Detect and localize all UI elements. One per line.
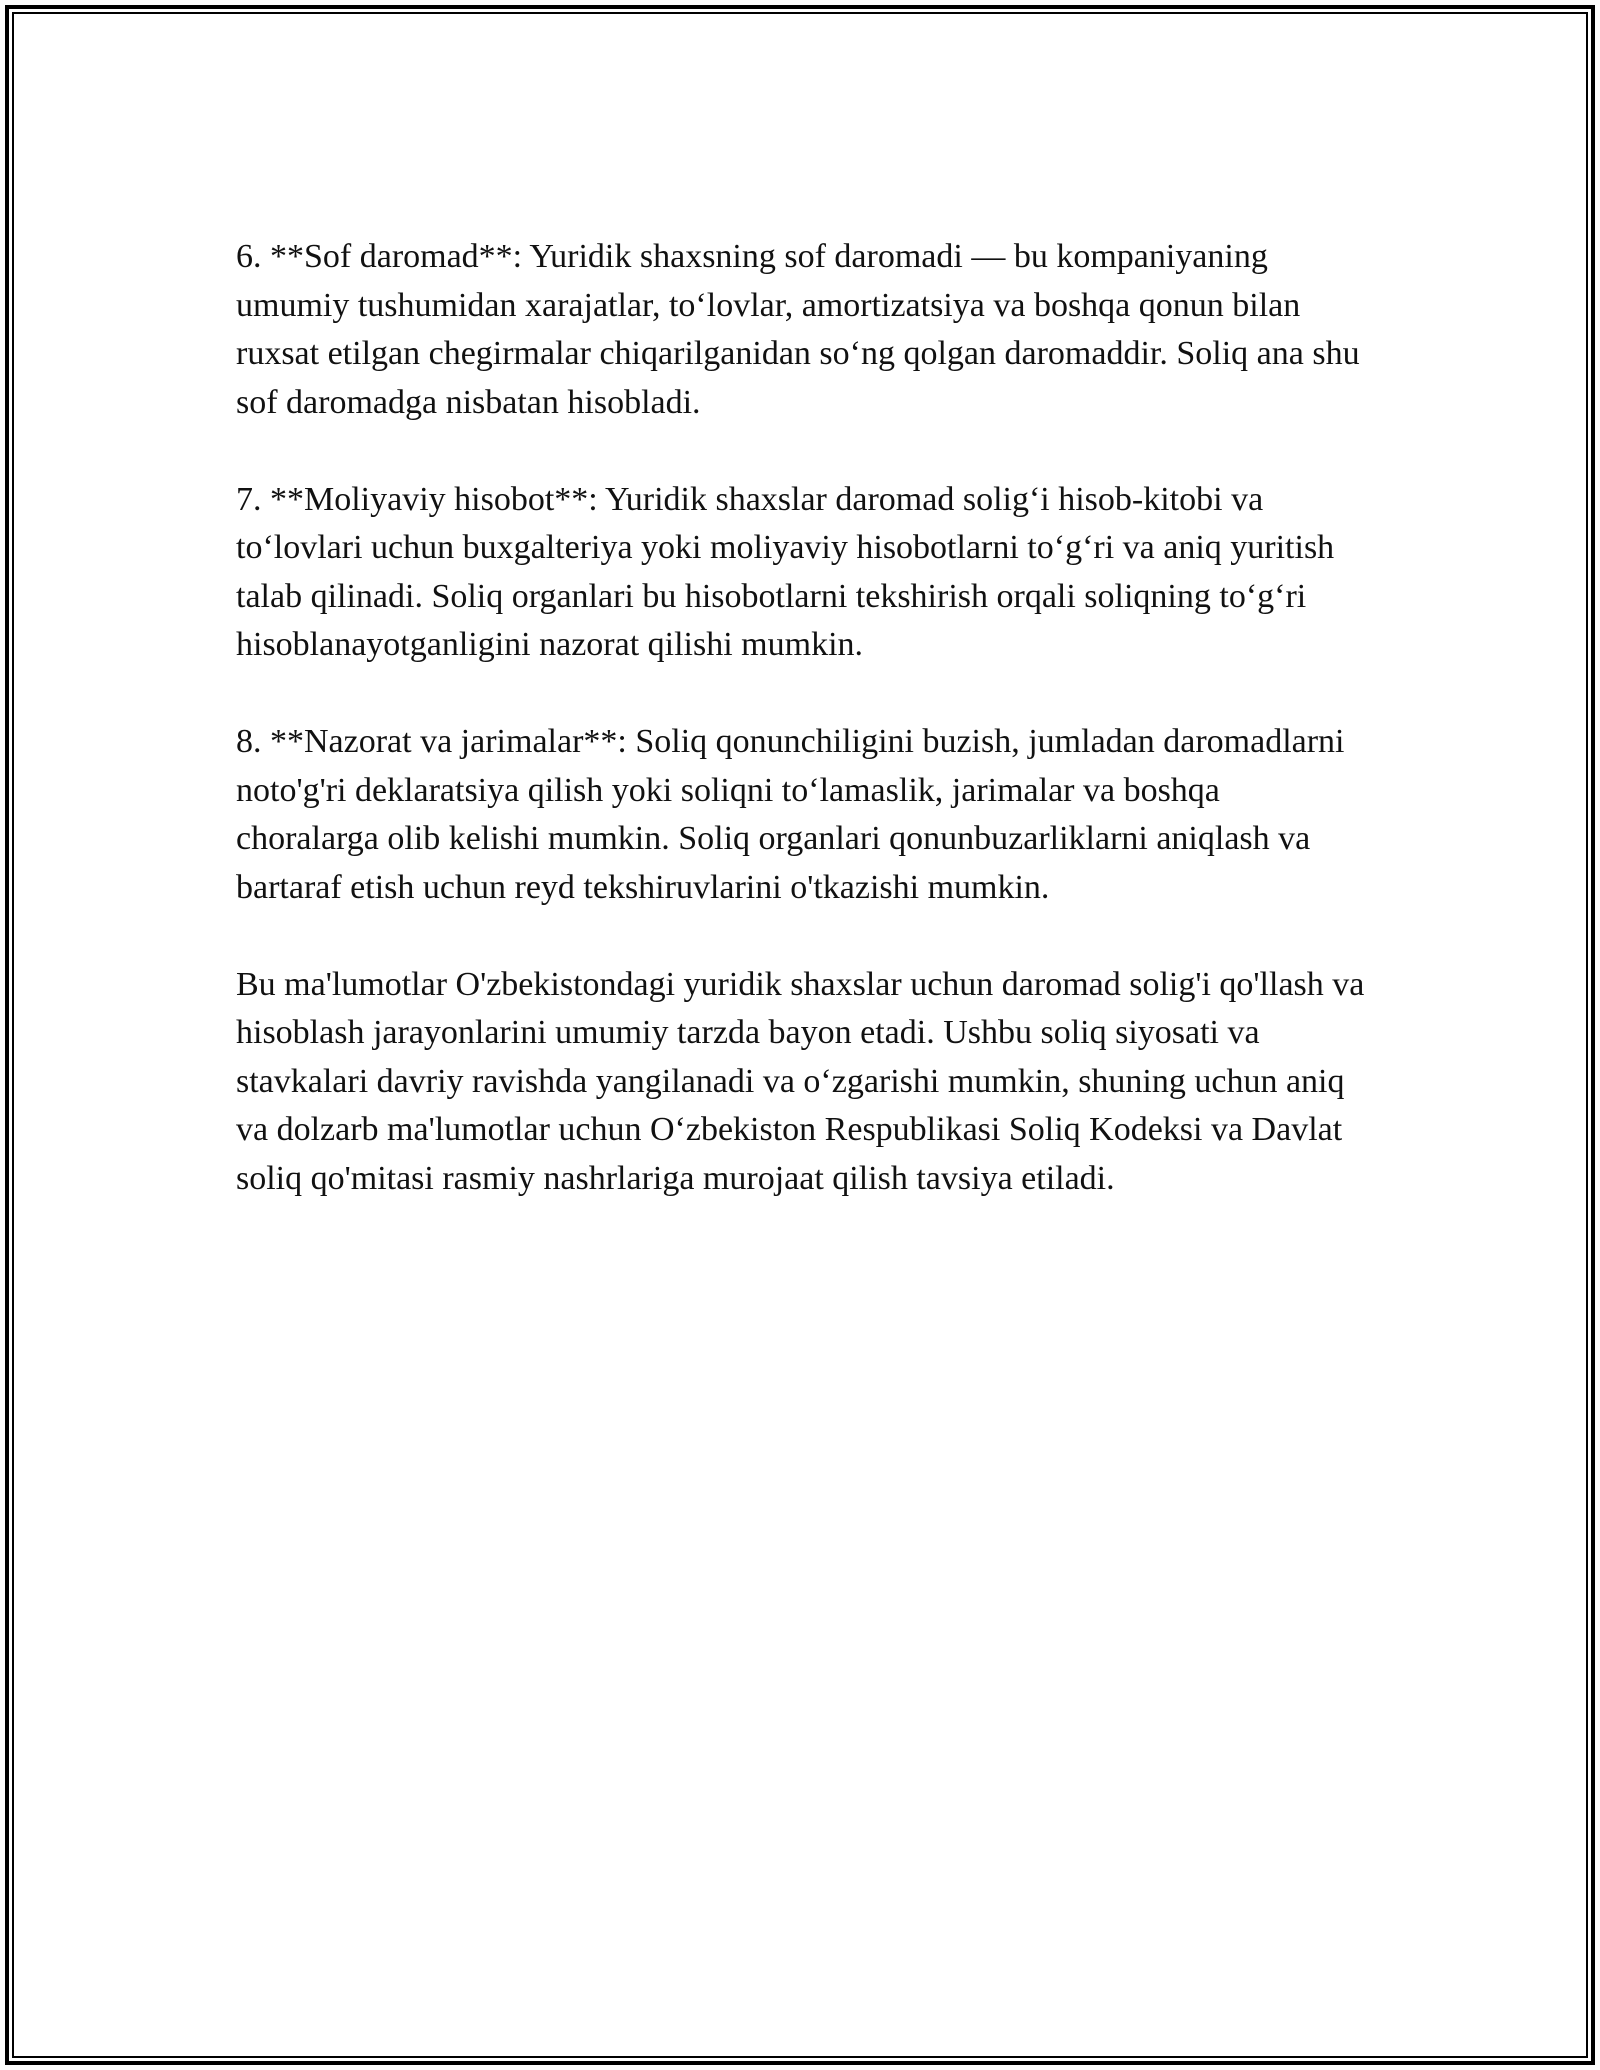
paragraph-sof-daromad: 6. **Sof daromad**: Yuridik shaxsning sof daromadi — bu kompaniyaning umumiy tushumidan xarajatlar, to‘lovlar, amortizatsiya va boshqa qonun bilan ruxsat etilgan chegirmalar chiqarilganidan so‘ng qolgan daromaddir. Soliq ana shu sof daromadga nisbatan hisobladi. [236, 238, 1360, 421]
paragraph-conclusion: Bu ma'lumotlar O'zbekistondagi yuridik shaxslar uchun daromad solig'i qo'llash va hisoblash jarayonlarini umumiy tarzda bayon etadi. Ushbu soliq siyosati va stavkalari davriy ravishda yangilanadi va o‘zgarishi mumkin, shuning uchun aniq va dolzarb ma'lumotlar uchun O‘zbekiston Respublikasi Soliq Kodeksi va Davlat soliq qo'mitasi rasmiy nashrlariga murojaat qilish tavsiya etiladi. [236, 965, 1365, 1197]
paragraph-moliyaviy-hisobot: 7. **Moliyaviy hisobot**: Yuridik shaxslar daromad solig‘i hisob-kitobi va to‘lovlari uchun buxgalteriya yoki moliyaviy hisobotlarni to‘g‘ri va aniq yuritish talab qilinadi. Soliq organlari bu hisobotlarni tekshirish orqali soliqning to‘g‘ri hisoblanayotganligini nazorat qilishi mumkin. [236, 480, 1335, 663]
paragraph-nazorat-va-jarimalar: 8. **Nazorat va jarimalar**: Soliq qonunchiligini buzish, jumladan daromadlarni noto'g'ri deklaratsiya qilish yoki soliqni to‘lamaslik, jarimalar va boshqa choralarga olib kelishi mumkin. Soliq organlari qonunbuzarliklarni aniqlash va bartaraf etish uchun reyd tekshiruvlarini o'tkazishi mumkin. [236, 723, 1345, 906]
document-body [236, 233, 1366, 1203]
